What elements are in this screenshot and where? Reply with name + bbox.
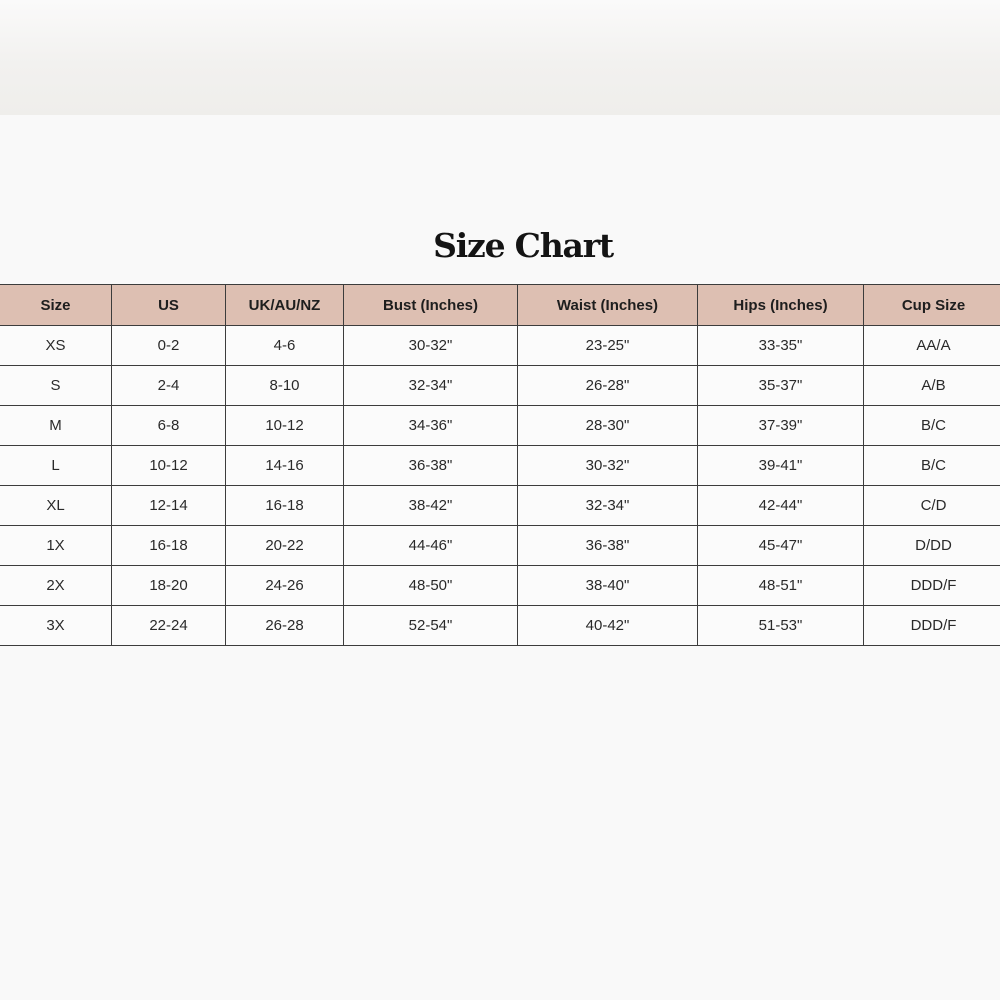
cell-us: 18-20 <box>112 566 226 606</box>
cell-hips: 51-53" <box>698 606 864 646</box>
cell-waist: 38-40" <box>518 566 698 606</box>
cell-bust: 36-38" <box>344 446 518 486</box>
header-row <box>0 285 1000 326</box>
cell-waist: 30-32" <box>518 446 698 486</box>
table-row <box>0 446 1000 486</box>
cell-cup-size: D/DD <box>864 526 1000 566</box>
cell-uk-au-nz: 4-6 <box>226 326 344 366</box>
cell-us: 2-4 <box>112 366 226 406</box>
cell-cup-size: A/B <box>864 366 1000 406</box>
cell-bust: 44-46" <box>344 526 518 566</box>
cell-waist: 32-34" <box>518 486 698 526</box>
header-hips: Hips (Inches) <box>698 285 864 326</box>
cell-cup-size: DDD/F <box>864 606 1000 646</box>
header-size: Size <box>0 285 112 326</box>
cell-size: 1X <box>0 526 112 566</box>
cell-cup-size: DDD/F <box>864 566 1000 606</box>
cell-size: 3X <box>0 606 112 646</box>
cell-us: 12-14 <box>112 486 226 526</box>
cell-cup-size: C/D <box>864 486 1000 526</box>
cell-us: 16-18 <box>112 526 226 566</box>
cell-hips: 37-39" <box>698 406 864 446</box>
cell-uk-au-nz: 16-18 <box>226 486 344 526</box>
cell-us: 10-12 <box>112 446 226 486</box>
cell-uk-au-nz: 8-10 <box>226 366 344 406</box>
header-bust: Bust (Inches) <box>344 285 518 326</box>
cell-waist: 26-28" <box>518 366 698 406</box>
cell-hips: 45-47" <box>698 526 864 566</box>
table-row <box>0 526 1000 566</box>
page-title: Size Chart <box>433 226 613 265</box>
cell-hips: 42-44" <box>698 486 864 526</box>
size-chart-table <box>0 284 1000 646</box>
cell-us: 22-24 <box>112 606 226 646</box>
table-row <box>0 406 1000 446</box>
cell-bust: 34-36" <box>344 406 518 446</box>
cell-bust: 30-32" <box>344 326 518 366</box>
cell-hips: 35-37" <box>698 366 864 406</box>
cell-uk-au-nz: 24-26 <box>226 566 344 606</box>
table-header <box>0 285 1000 326</box>
cell-size: M <box>0 406 112 446</box>
table-body <box>0 326 1000 646</box>
cell-cup-size: AA/A <box>864 326 1000 366</box>
header-cup-size: Cup Size <box>864 285 1000 326</box>
cell-bust: 52-54" <box>344 606 518 646</box>
header-waist: Waist (Inches) <box>518 285 698 326</box>
table-row <box>0 606 1000 646</box>
cell-size: L <box>0 446 112 486</box>
cell-uk-au-nz: 10-12 <box>226 406 344 446</box>
cell-cup-size: B/C <box>864 446 1000 486</box>
cell-waist: 23-25" <box>518 326 698 366</box>
cell-uk-au-nz: 26-28 <box>226 606 344 646</box>
cell-size: XS <box>0 326 112 366</box>
table-row <box>0 486 1000 526</box>
cell-us: 0-2 <box>112 326 226 366</box>
cell-uk-au-nz: 14-16 <box>226 446 344 486</box>
table-row <box>0 566 1000 606</box>
cell-hips: 33-35" <box>698 326 864 366</box>
cell-bust: 38-42" <box>344 486 518 526</box>
cell-size: S <box>0 366 112 406</box>
cell-cup-size: B/C <box>864 406 1000 446</box>
table-row <box>0 326 1000 366</box>
cell-hips: 48-51" <box>698 566 864 606</box>
header-uk-au-nz: UK/AU/NZ <box>226 285 344 326</box>
cell-waist: 36-38" <box>518 526 698 566</box>
cell-hips: 39-41" <box>698 446 864 486</box>
cell-waist: 28-30" <box>518 406 698 446</box>
header-us: US <box>112 285 226 326</box>
cell-size: 2X <box>0 566 112 606</box>
cell-bust: 32-34" <box>344 366 518 406</box>
cell-us: 6-8 <box>112 406 226 446</box>
cell-bust: 48-50" <box>344 566 518 606</box>
cell-size: XL <box>0 486 112 526</box>
table-row <box>0 366 1000 406</box>
cell-waist: 40-42" <box>518 606 698 646</box>
top-band <box>0 0 1000 115</box>
cell-uk-au-nz: 20-22 <box>226 526 344 566</box>
